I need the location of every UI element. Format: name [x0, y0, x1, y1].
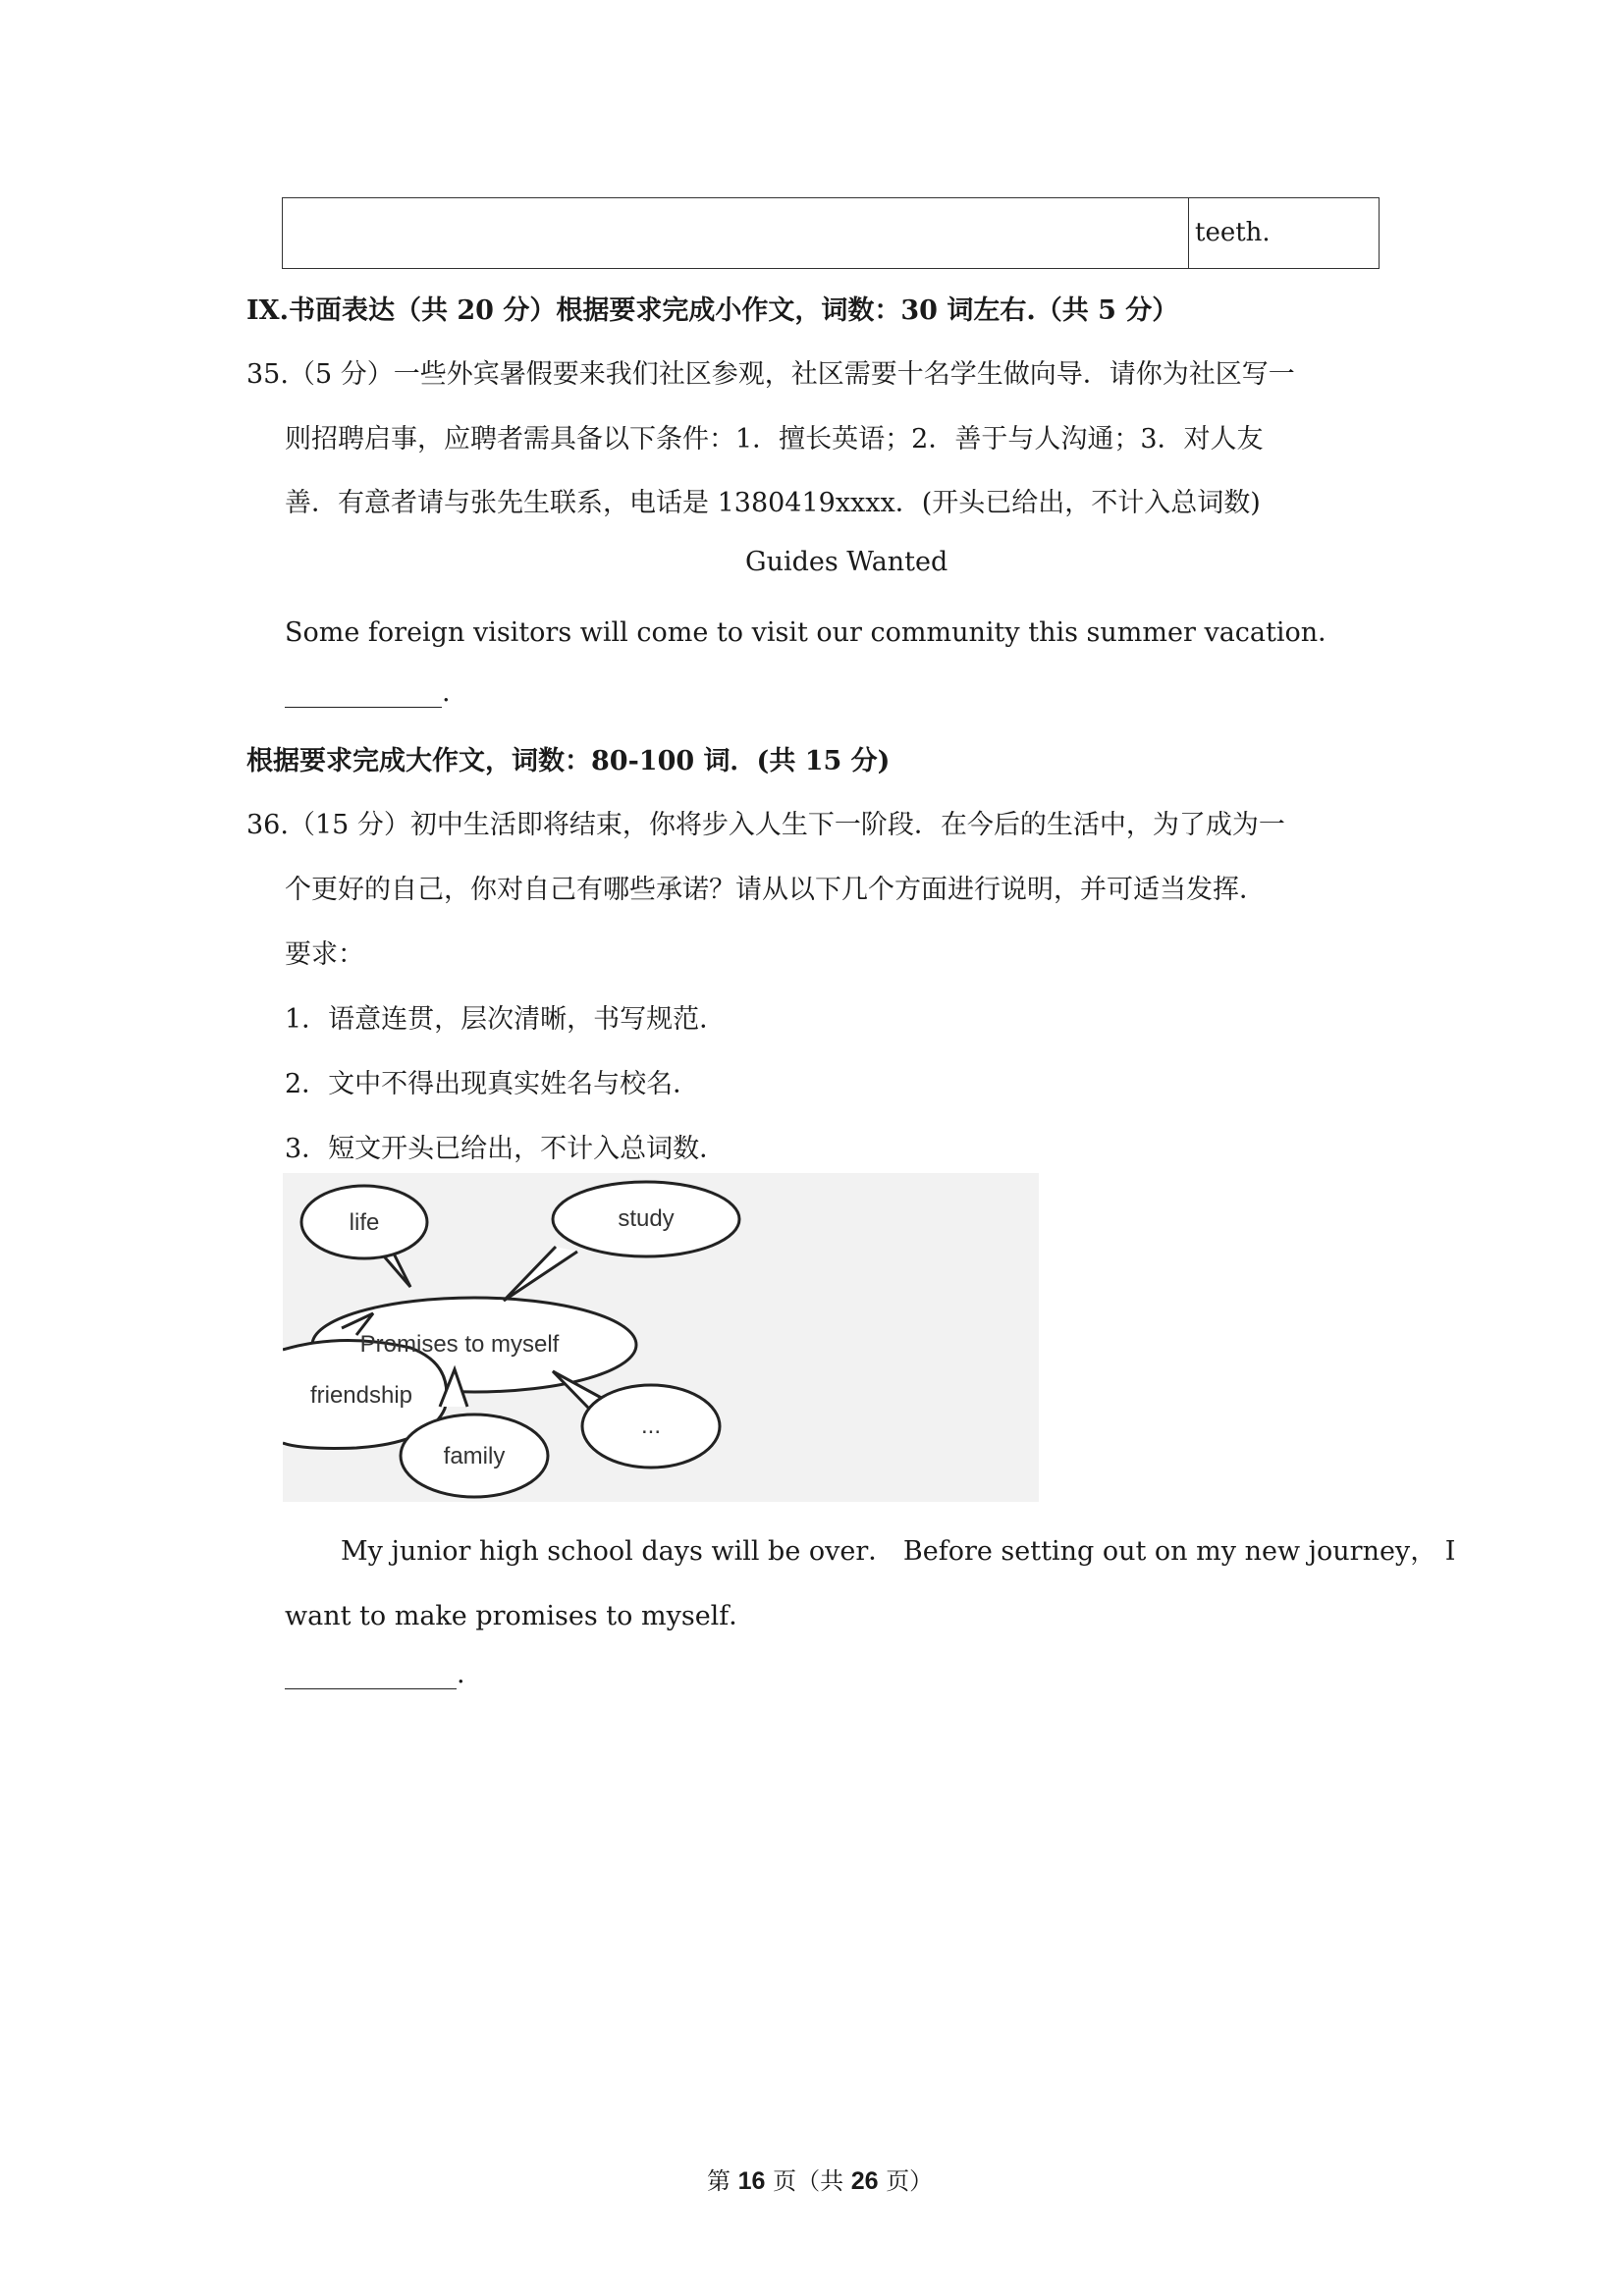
study-label: study [618, 1205, 675, 1232]
family-label: family [443, 1443, 506, 1469]
big-essay-heading: 根据要求完成大作文，词数：80-100 词．(共 15 分) [246, 746, 891, 776]
life-label: life [349, 1209, 380, 1236]
q36-requirements-label: 要求： [285, 939, 364, 970]
footer-page-number: 16 [737, 2167, 766, 2195]
blank-period: . [442, 677, 451, 708]
friendship-label: friendship [309, 1382, 413, 1409]
blank-line [285, 679, 442, 708]
center-label: Promises to myself [359, 1331, 560, 1358]
q36-requirement-2: 2．文中不得出现真实姓名与校名． [285, 1069, 700, 1099]
promises-mind-map [283, 1173, 1039, 1502]
q35-line3: 善．有意者请与张先生联系，电话是 1380419xxxx．(开头已给出，不计入总词数) [285, 488, 1261, 518]
page-footer [707, 2162, 933, 2196]
footer-total-pages: 26 [850, 2167, 879, 2195]
q36-opening-line2: want to make promises to myself． [285, 1601, 756, 1631]
q35-line2: 则招聘启事，应聘者需具备以下条件：1．擅长英语；2．善于与人沟通；3．对人友 [285, 424, 1264, 454]
q36-line2: 个更好的自己，你对自己有哪些承诺？请从以下几个方面进行说明，并可适当发挥． [285, 875, 1266, 905]
section-heading: IX.书面表达（共 20 分）根据要求完成小作文，词数：30 词左右.（共 5 分） [246, 295, 1179, 326]
footer-prefix: 第 [707, 2167, 731, 2195]
blank-line [285, 1661, 457, 1689]
q35-essay-title: Guides Wanted [745, 547, 948, 577]
more-label: ... [640, 1413, 662, 1439]
footer-suffix: 页） [886, 2167, 934, 2195]
answer-table-fragment [282, 197, 1380, 269]
q36-opening-line1: My junior high school days will be over． Before setting out on my new journey， I [341, 1536, 1456, 1567]
table-divider [1188, 198, 1189, 268]
q36-requirement-1: 1．语意连贯，层次清晰，书写规范． [285, 1004, 727, 1035]
blank-period: . [457, 1659, 465, 1689]
footer-mid: 页（共 [773, 2167, 844, 2195]
q36-answer-blank [285, 1659, 465, 1689]
q35-line1: 35.（5 分）一些外宾暑假要来我们社区参观，社区需要十名学生做向导．请你为社区写一 [246, 359, 1295, 390]
q36-line1: 36.（15 分）初中生活即将结束，你将步入人生下一阶段．在今后的生活中，为了成为一 [246, 810, 1285, 840]
table-right-cell: teeth. [1195, 218, 1271, 247]
q35-answer-blank [285, 677, 451, 708]
q35-opening: Some foreign visitors will come to visit our community this summer vacation． [285, 617, 1345, 648]
q36-requirement-3: 3．短文开头已给出，不计入总词数． [285, 1134, 727, 1164]
